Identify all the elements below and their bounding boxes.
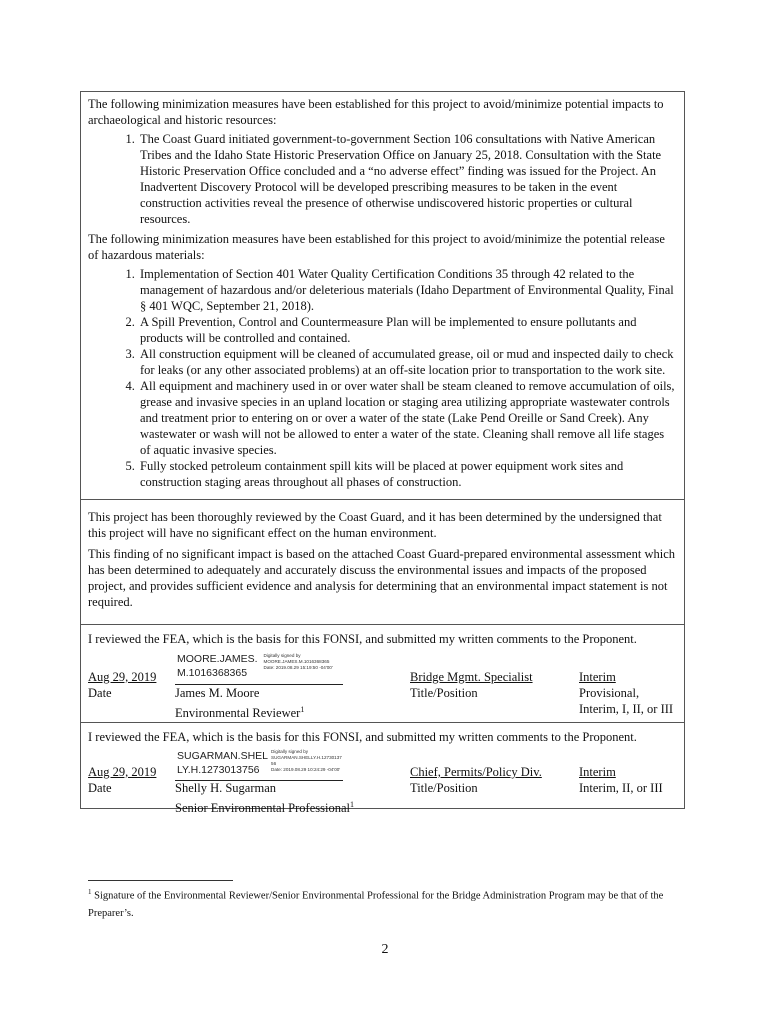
list-item: 1. The Coast Guard initiated government-to-government Section 106 consultations with Native American Tribes and the Idaho State Historic Preservation Office on January 25, 2018. Consultation with the State Historic Preservation Office concluded and a “no adverse effect” finding was issued for the Project. An Inadvertent Discovery Protocol will be developed prescribing measures to be taken in the event construction activities reveal the presence of otherwise undiscovered historic properties or cultural resources. [138,131,677,227]
status-provisional: Provisional, [579,686,640,700]
signature-date: Aug 29, 2019 [88,670,157,684]
page-number: 2 [381,942,389,957]
position-title: Bridge Mgmt. Specialist [410,670,533,684]
signature-note-line: Date: 2019.08.29 15:19:50 -04'00' [263,665,333,670]
signature-name-line: SUGARMAN.SHEL [177,750,269,762]
footnote-separator [88,880,233,881]
minimization-measures-section [81,92,684,500]
list-item: 3. All construction equipment will be cleaned of accumulated grease, oil or mud and inspected daily to check for leaks (or any other associated problems) at an off-site location prior to transportation to the work site. [138,346,677,378]
signature-name-line: M.1016368365 [177,667,248,679]
reviewer-role: Senior Environmental Professional [175,801,350,816]
reviewer-role: Environmental Reviewer [175,706,301,721]
signature-line [175,684,343,685]
date-label: Date [88,781,112,795]
status-interim: Interim [579,765,616,779]
signature-note-line: Digitally signed by [271,749,309,754]
finding-paragraph-1: This project has been thoroughly reviewed by the Coast Guard, and it has been determined by the undersigned that this project will have no significant effect on the human environment. [88,510,662,540]
list-item: 2. A Spill Prevention, Control and Countermeasure Plan will be implemented to ensure pollutants and products will be controlled and contained. [138,314,677,346]
digital-signature [177,652,333,680]
footnote-reference: 1 [300,705,305,714]
title-label: Title/Position [410,781,478,795]
archaeological-measures-list [88,131,677,227]
footnote-reference: 1 [349,800,354,809]
review-statement: I reviewed the FEA, which is the basis for this FONSI, and submitted my written comments to the Proponent. [88,730,637,744]
list-item: 4. All equipment and machinery used in or over water shall be steam cleaned to remove accumulation of oils, grease and invasive species in an upland location or staging area utilizing appropriate wastewater controls and treatment prior to entering on or over a water of the state (Lake Pend Oreille or Sand Creek). Any wastewater or wash will not be allowed to enter a water of the state. Cleaning shall remove all life stages of aquatic invasive species. [138,378,677,458]
footnote-number: 1 [88,888,92,896]
digital-signature [177,749,342,777]
status-levels: Interim, II, or III [579,781,663,795]
title-label: Title/Position [410,686,478,700]
date-label: Date [88,686,112,700]
signature-note-line: Digitally signed by [263,653,301,658]
hazardous-measures-list [88,266,677,490]
signature-note-line: MOORE.JAMES.M.1016368365 [263,659,330,664]
content-table [80,91,685,816]
archaeological-intro: The following minimization measures have been established for this project to avoid/minimize potential impacts to archaeological and historic resources: [88,97,664,127]
footnote [88,884,688,922]
reviewer-role-line [175,797,354,817]
signature-note-line: SUGARMAN.SHELLY.H.12730137 [271,755,342,760]
reviewer-role-line [175,702,304,722]
reviewer-name: Shelly H. Sugarman [175,781,277,795]
finding-paragraph-2: This finding of no significant impact is based on the attached Coast Guard-prepared environmental assessment which has been determined to adequately and accurately discuss the environmental issues and impacts of the proposed project, and provides sufficient evidence and analysis for determining that an environmental impact statement is not required. [88,547,675,609]
position-title: Chief, Permits/Policy Div. [410,765,542,779]
reviewer-signature-block [81,625,684,723]
footnote-text: Signature of the Environmental Reviewer/Senior Environmental Professional for the Bridge Administration Program may be that of the Preparer’s. [88,890,664,919]
finding-section [81,500,684,625]
signature-name-line: MOORE.JAMES. [177,653,258,665]
signature-note-line: Date: 2019.08.29 10:24:29 -04'00' [271,767,341,772]
hazardous-intro: The following minimization measures have been established for this project to avoid/minimize the potential release of hazardous materials: [88,232,665,262]
reviewer-signature-block [81,723,684,816]
list-item: 1. Implementation of Section 401 Water Quality Certification Conditions 35 through 42 related to the management of hazardous and/or deleterious materials (Idaho Department of Environmental Quality, Final § 401 WQC, September 21, 2018). [138,266,677,314]
status-levels: Interim, I, II, or III [579,702,674,716]
status-interim: Interim [579,670,616,684]
review-statement: I reviewed the FEA, which is the basis for this FONSI, and submitted my written comments to the Proponent. [88,632,637,646]
reviewer-name: James M. Moore [175,686,260,700]
signature-date: Aug 29, 2019 [88,765,157,779]
signature-note-line: 56 [271,761,277,766]
signature-name-line: LY.H.1273013756 [177,764,260,776]
list-item: 5. Fully stocked petroleum containment spill kits will be placed at power equipment work sites and construction staging areas throughout all phases of construction. [138,458,677,490]
